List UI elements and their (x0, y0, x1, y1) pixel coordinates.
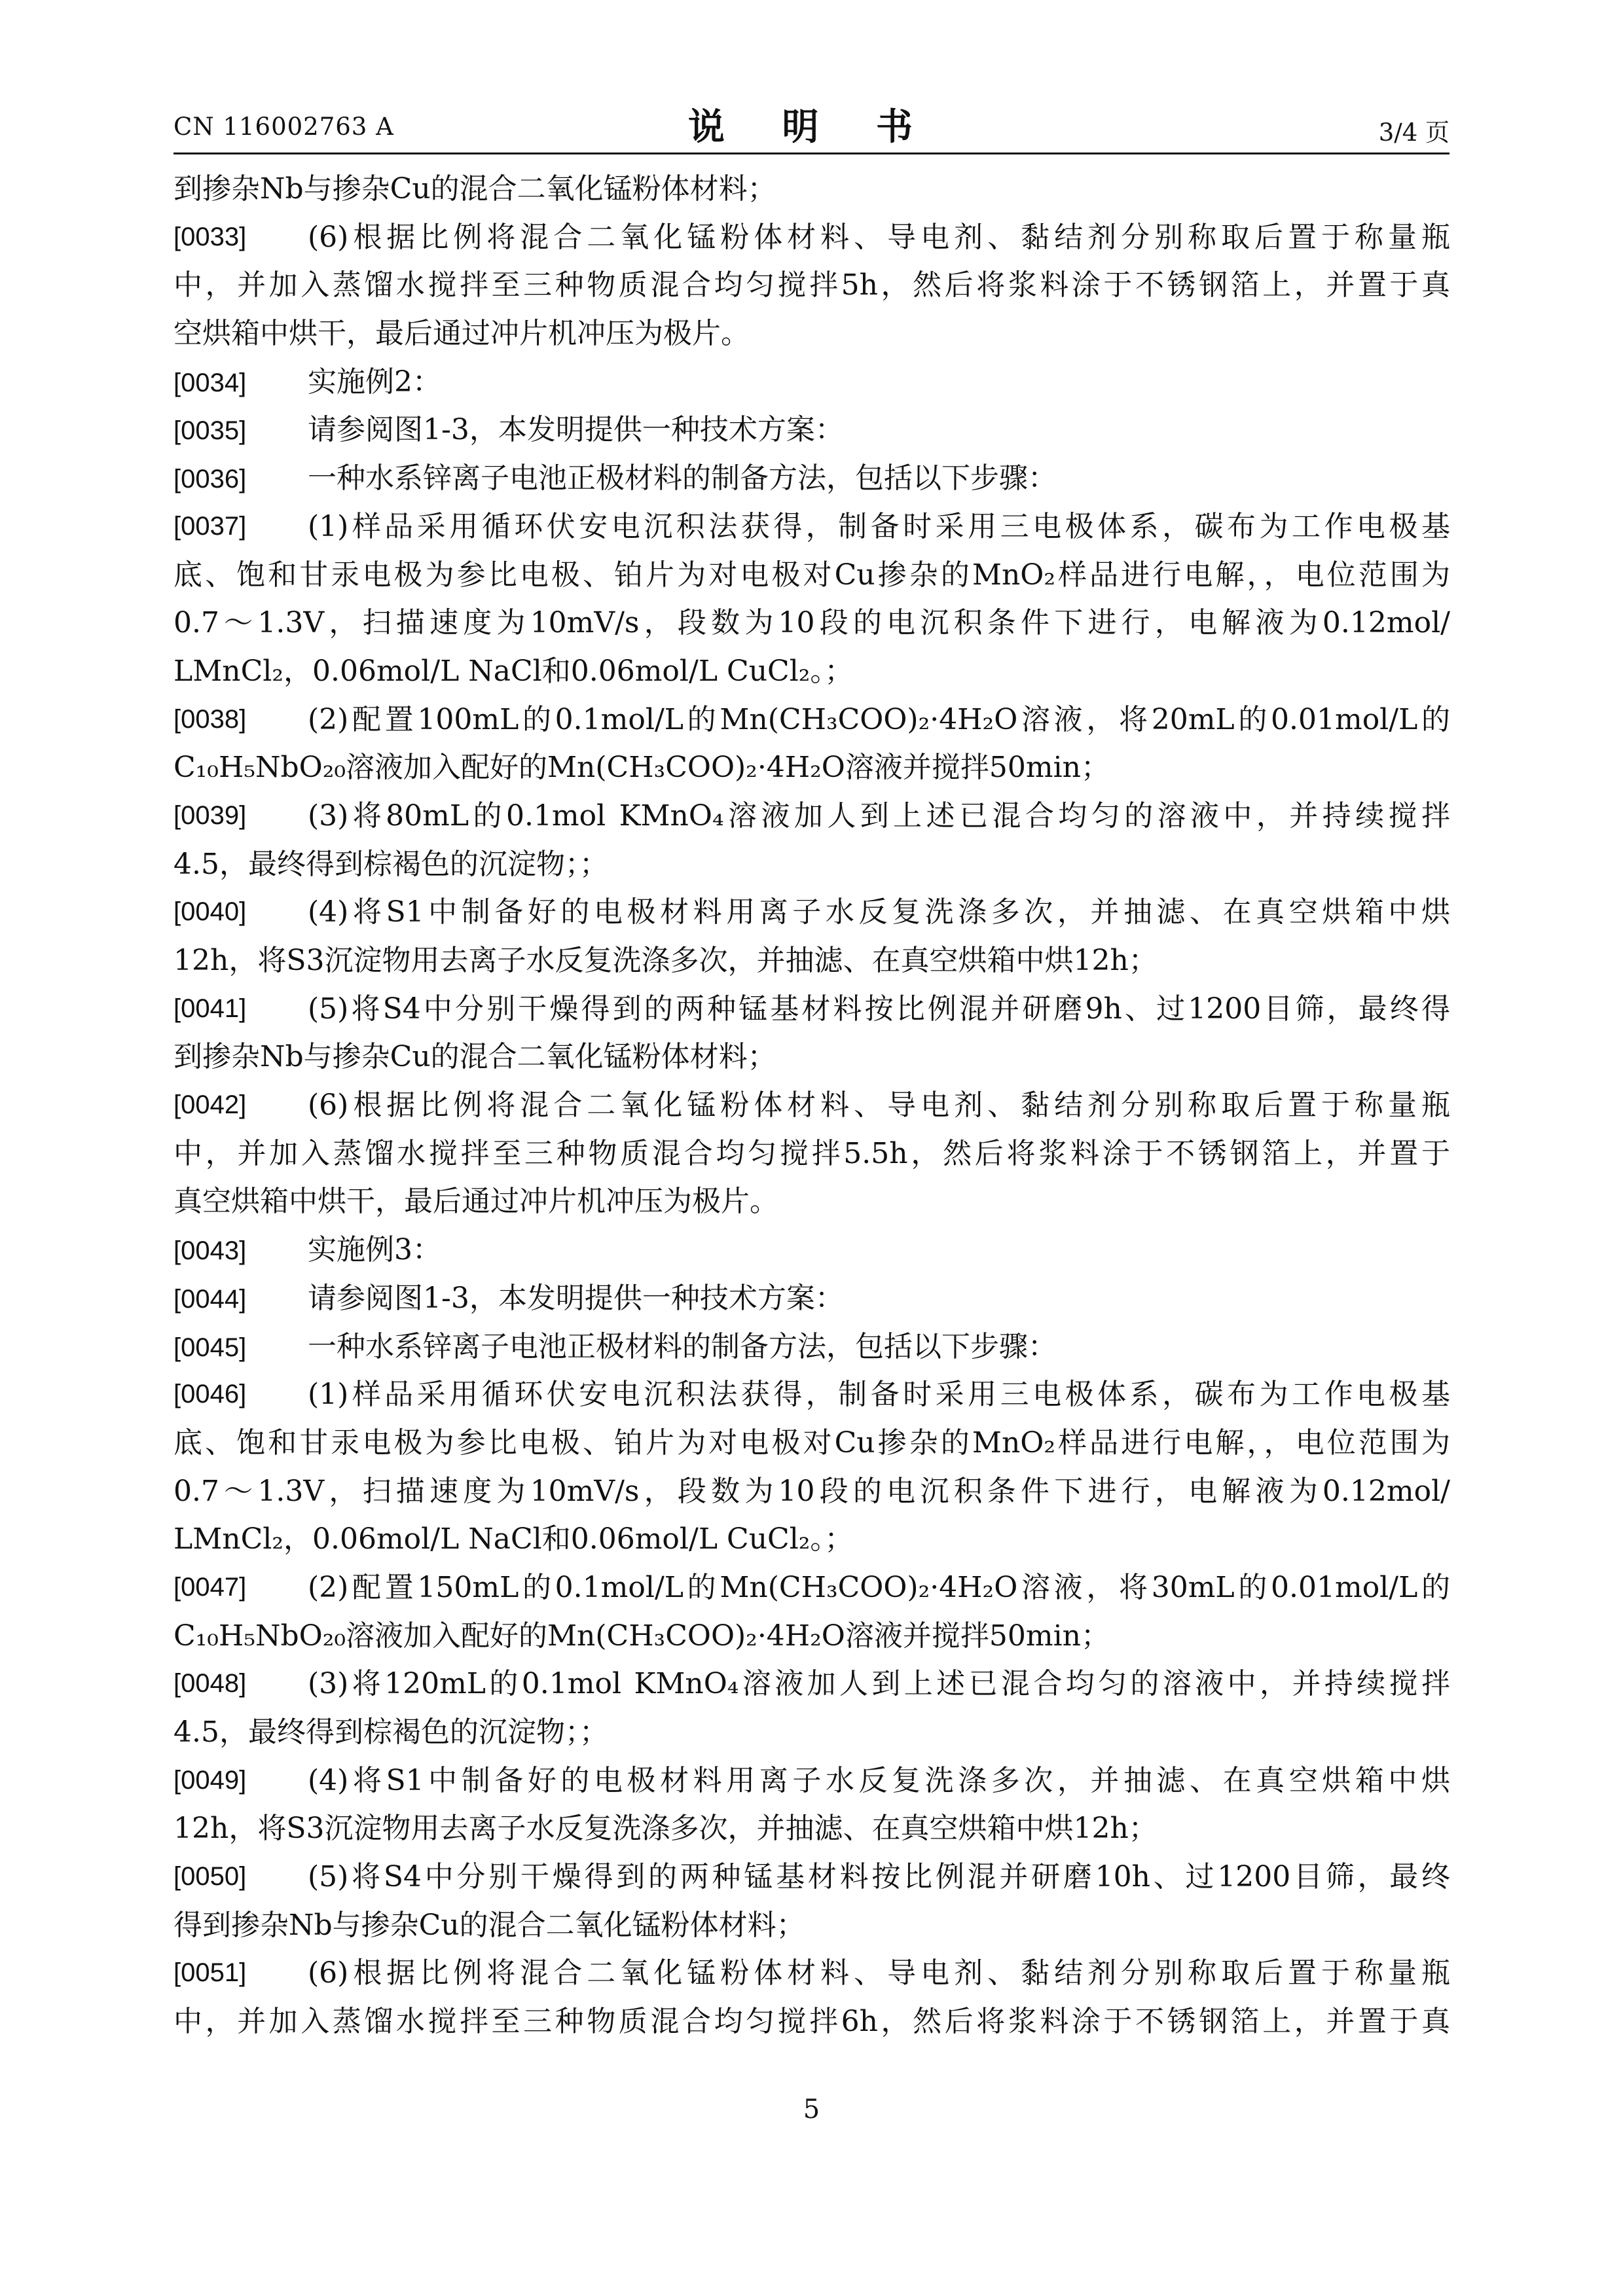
line-text: 中，并加入蒸馏水搅拌至三种物质混合均匀搅拌5h，然后将浆料涂于不锈钢箔上，并置于真 (173, 268, 1450, 302)
line-text: (5)将S4中分别干燥得到的两种锰基材料按比例混并研磨10h、过1200目筛，最终 (308, 1860, 1450, 1894)
line-text: 12h，将S3沉淀物用去离子水反复洗涤多次，并抽滤、在真空烘箱中烘12h； (173, 944, 1158, 977)
paragraph-number: [0050] (173, 1862, 247, 1892)
text-line (173, 985, 1450, 1033)
line-text: (2)配置100mL的0.1mol/L的Mn(CH₃COO)₂·4H₂O溶液，将20mL的0.01mol/L的 (308, 702, 1450, 736)
line-text: (1)样品采用循环伏安电沉积法获得，制备时采用三电极体系，碳布为工作电极基 (308, 509, 1450, 543)
text-line (173, 1467, 1450, 1516)
text-line (173, 310, 1450, 358)
text-line (173, 503, 1450, 551)
document-title: 说 明 书 (688, 105, 935, 149)
text-line (173, 551, 1450, 600)
line-text: 12h，将S3沉淀物用去离子水反复洗涤多次，并抽滤、在真空烘箱中烘12h； (173, 1812, 1158, 1846)
text-line (173, 1033, 1450, 1081)
line-text: (4)将S1中制备好的电极材料用离子水反复洗涤多次，并抽滤、在真空烘箱中烘 (308, 1763, 1450, 1797)
text-line (173, 1177, 1450, 1226)
line-text: 4.5，最终得到棕褐色的沉淀物；； (173, 1715, 608, 1749)
line-text: 到掺杂Nb与掺杂Cu的混合二氧化锰粉体材料； (173, 172, 776, 206)
paragraph-number: [0040] (173, 897, 247, 927)
line-text: (3)将80mL的0.1mol KMnO₄溶液加人到上述已混合均匀的溶液中，并持续搅拌 (308, 798, 1450, 833)
document-body (173, 165, 1450, 2046)
line-text: 中，并加入蒸馏水搅拌至三种物质混合均匀搅拌6h，然后将浆料涂于不锈钢箔上，并置于真 (173, 2005, 1450, 2039)
paragraph-number: [0038] (173, 704, 247, 734)
text-line (173, 599, 1450, 647)
line-text: C₁₀H₅NbO₂₀溶液加入配好的Mn(CH₃COO)₂·4H₂O溶液并搅拌50min； (173, 751, 1110, 785)
line-text: (3)将120mL的0.1mol KMnO₄溶液加人到上述已混合均匀的溶液中，并持续搅拌 (308, 1667, 1450, 1701)
line-text: C₁₀H₅NbO₂₀溶液加入配好的Mn(CH₃COO)₂·4H₂O溶液并搅拌50min； (173, 1619, 1110, 1653)
paragraph-number: [0043] (173, 1236, 247, 1266)
line-text: (1)样品采用循环伏安电沉积法获得，制备时采用三电极体系，碳布为工作电极基 (308, 1378, 1450, 1412)
line-text: 到掺杂Nb与掺杂Cu的混合二氧化锰粉体材料； (173, 1040, 776, 1074)
line-text: 空烘箱中烘干，最后通过冲片机冲压为极片。 (173, 317, 750, 351)
text-line (173, 1853, 1450, 1901)
line-text: 请参阅图1-3，本发明提供一种技术方案： (308, 413, 844, 447)
text-line (173, 358, 1450, 406)
paragraph-number: [0036] (173, 465, 247, 494)
text-line (173, 696, 1450, 744)
text-line (173, 937, 1450, 985)
line-text: 0.7～1.3V，扫描速度为10mV/s，段数为10段的电沉积条件下进行，电解液为0.12mol/ (173, 1474, 1450, 1508)
text-line (173, 1901, 1450, 1950)
text-line (173, 406, 1450, 454)
paragraph-number: [0044] (173, 1284, 247, 1314)
line-text: (6)根据比例将混合二氧化锰粉体材料、导电剂、黏结剂分别称取后置于称量瓶 (308, 1956, 1450, 1990)
line-text: (2)配置150mL的0.1mol/L的Mn(CH₃COO)₂·4H₂O溶液，将30mL的0.01mol/L的 (308, 1570, 1450, 1604)
text-line (173, 1564, 1450, 1612)
text-line (173, 1081, 1450, 1130)
line-text: 得到掺杂Nb与掺杂Cu的混合二氧化锰粉体材料； (173, 1908, 805, 1942)
line-text: LMnCl₂，0.06mol/L NaCl和0.06mol/L CuCl₂。； (173, 1522, 854, 1556)
line-text: 4.5，最终得到棕褐色的沉淀物；； (173, 847, 608, 881)
text-line (173, 1708, 1450, 1757)
line-text: 真空烘箱中烘干，最后通过冲片机冲压为极片。 (173, 1185, 778, 1219)
text-line (173, 888, 1450, 937)
text-line (173, 1515, 1450, 1564)
line-text: 请参阅图1-3，本发明提供一种技术方案： (308, 1281, 844, 1315)
paragraph-number: [0037] (173, 511, 247, 541)
text-line (173, 1371, 1450, 1419)
text-line (173, 1323, 1450, 1371)
text-line (173, 261, 1450, 310)
paragraph-number: [0049] (173, 1765, 247, 1795)
text-line (173, 1998, 1450, 2046)
paragraph-number: [0045] (173, 1333, 247, 1362)
text-line (173, 1612, 1450, 1660)
page-indicator: 3/4 页 (1378, 118, 1450, 147)
text-line (173, 1757, 1450, 1805)
line-text: 0.7～1.3V，扫描速度为10mV/s，段数为10段的电沉积条件下进行，电解液为0.12mol/ (173, 606, 1450, 640)
paragraph-number: [0046] (173, 1380, 247, 1409)
paragraph-number: [0047] (173, 1572, 247, 1602)
line-text: (6)根据比例将混合二氧化锰粉体材料、导电剂、黏结剂分别称取后置于称量瓶 (308, 1088, 1450, 1122)
line-text: (6)根据比例将混合二氧化锰粉体材料、导电剂、黏结剂分别称取后置于称量瓶 (308, 220, 1450, 254)
line-text: 实施例2： (308, 365, 441, 399)
line-text: 一种水系锌离子电池正极材料的制备方法，包括以下步骤： (308, 461, 1057, 495)
text-line (173, 1419, 1450, 1467)
paragraph-number: [0034] (173, 368, 247, 397)
text-line (173, 165, 1450, 213)
text-line (173, 1226, 1450, 1274)
text-line (173, 1660, 1450, 1708)
page-header (173, 98, 1450, 157)
paragraph-number: [0048] (173, 1669, 247, 1698)
paragraph-number: [0041] (173, 994, 247, 1023)
text-line (173, 1274, 1450, 1323)
line-text: (5)将S4中分别干燥得到的两种锰基材料按比例混并研磨9h、过1200目筛，最终得 (308, 992, 1450, 1026)
text-line (173, 213, 1450, 262)
text-line (173, 1804, 1450, 1853)
line-text: LMnCl₂，0.06mol/L NaCl和0.06mol/L CuCl₂。； (173, 654, 854, 688)
text-line (173, 1949, 1450, 1998)
paragraph-number: [0035] (173, 416, 247, 446)
paragraph-number: [0033] (173, 222, 247, 251)
paragraph-number: [0042] (173, 1090, 247, 1120)
line-text: 中，并加入蒸馏水搅拌至三种物质混合均匀搅拌5.5h，然后将浆料涂于不锈钢箔上，并置于 (173, 1136, 1450, 1170)
publication-number: CN 116002763 A (173, 113, 394, 141)
text-line (173, 1130, 1450, 1178)
line-text: 底、饱和甘汞电极为参比电极、铂片为对电极对Cu掺杂的MnO₂样品进行电解，，电位范围为 (173, 1426, 1450, 1460)
line-text: 一种水系锌离子电池正极材料的制备方法，包括以下步骤： (308, 1329, 1057, 1363)
text-line (173, 744, 1450, 792)
text-line (173, 792, 1450, 840)
text-line (173, 454, 1450, 503)
page-number: 5 (803, 2094, 820, 2125)
line-text: 实施例3： (308, 1233, 441, 1267)
paragraph-number: [0051] (173, 1958, 247, 1988)
text-line (173, 647, 1450, 696)
text-line (173, 840, 1450, 889)
line-text: 底、饱和甘汞电极为参比电极、铂片为对电极对Cu掺杂的MnO₂样品进行电解，，电位范围为 (173, 558, 1450, 592)
line-text: (4)将S1中制备好的电极材料用离子水反复洗涤多次，并抽滤、在真空烘箱中烘 (308, 895, 1450, 929)
paragraph-number: [0039] (173, 800, 247, 830)
header-rule (173, 152, 1450, 154)
